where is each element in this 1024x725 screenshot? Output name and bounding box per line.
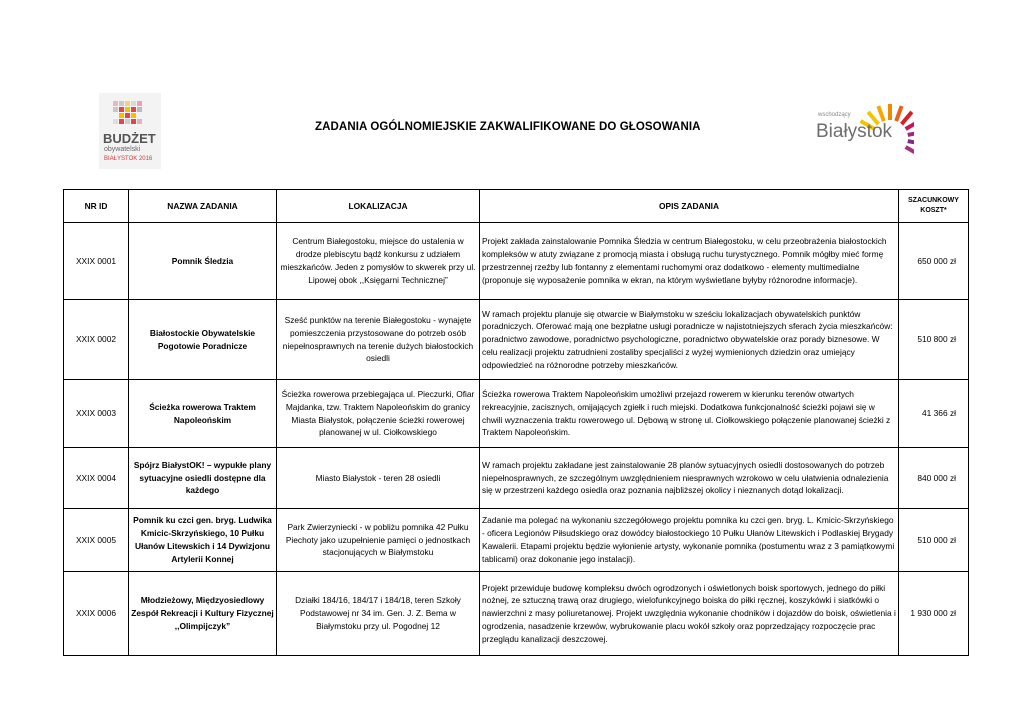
- row-name: Spójrz BiałystOK! – wypukłe plany sytuacyjne osiedli dostępne dla każdego: [129, 448, 277, 509]
- row-id: XXIX 0004: [64, 448, 129, 509]
- logo-bialystok-text: Białystok: [816, 121, 893, 142]
- row-name: Ścieżka rowerowa Traktem Napoleońskim: [129, 380, 277, 448]
- tasks-table: [63, 189, 969, 656]
- logo-pixel: [113, 119, 118, 124]
- row-id: XXIX 0005: [64, 509, 129, 572]
- row-name: Białostockie Obywatelskie Pogotowie Poradnicze: [129, 300, 277, 380]
- column-header-description: OPIS ZADANIA: [480, 190, 899, 223]
- logo-pixel: [131, 107, 136, 112]
- table-row: [64, 380, 969, 448]
- logo-wschodzacy-text: wschodzący: [818, 112, 851, 118]
- logo-pixel: [137, 101, 142, 106]
- logo-pixel: [113, 107, 118, 112]
- budzet-obywatelski-logo: [99, 93, 161, 169]
- row-description: Ścieżka rowerowa Traktem Napoleońskim umożliwi przejazd rowerem w kierunku terenów otwartych rekreacyjnie, zacisznych, omijających zgiełk i ruch miejski. Dodatkowa funkcjonalność ścieżki pojawi się w chwili wyznaczenia traktu rowerowego ul. Dębową w stronę ul. Ciołkowskiego połączenie planowanej ścieżki z Traktem Napoleońskim.: [480, 380, 899, 448]
- page-title: ZADANIA OGÓLNOMIEJSKIE ZAKWALIFIKOWANE DO GŁOSOWANIA: [315, 121, 701, 133]
- row-location: Centrum Białegostoku, miejsce do ustalenia w drodze plebiscytu bądź konkursu z udziałem mieszkańców. Jeden z pomysłów to skwerek przy ul. Lipowej obok ,,Księgarni Technicznej”: [277, 223, 480, 300]
- row-name: Pomnik ku czci gen. bryg. Ludwika Kmicic-Skrzyńskiego, 10 Pułku Ułanów Litewskich i 14 Dywizjonu Artylerii Konnej: [129, 509, 277, 572]
- row-description: W ramach projektu planuje się otwarcie w Białymstoku w sześciu lokalizacjach obywatelskich punktów poradniczych. Oferować mają one bezpłatne usługi poradnicze w najistotniejszych sferach życia mieszkańców: poradnictwo zawodowe, poradnictwo psychologiczne, poradnictwo obywatelskie oraz porady biznesowe. W celu realizacji projektu zatrudnieni zostaliby specjaliści z wyżej wymienionych dziedzin oraz umiejący odpowiedzieć na różnorodne potrzeby mieszkańców.: [480, 300, 899, 380]
- logo-pixel: [119, 107, 124, 112]
- row-id: XXIX 0006: [64, 572, 129, 656]
- wschodzacy-bialystok-logo: [814, 100, 914, 160]
- logo-pixel: [125, 119, 130, 124]
- column-header-nr-id: NR ID: [64, 190, 129, 223]
- row-location: Miasto Białystok - teren 28 osiedli: [277, 448, 480, 509]
- row-description: Zadanie ma polegać na wykonaniu szczegółowego projektu pomnika ku czci gen. bryg. L. Kmicic-Skrzyńskiego - oficera Legionów Piłsudskiego oraz dowódcy białostockiego 10 Pułku Ułanów Litewskich i Podlaskiej Brygady Kawalerii. Etapami projektu będzie wyłonienie artysty, wykonanie pomnika (postumentu wraz z 3 pamiątkowymi tablicami) oraz dokonanie jego instalacji).: [480, 509, 899, 572]
- logo-pixel: [125, 101, 130, 106]
- row-cost: 510 800 zł: [899, 300, 969, 380]
- logo-pixel: [137, 107, 142, 112]
- row-cost: 840 000 zł: [899, 448, 969, 509]
- logo-pixel: [125, 107, 130, 112]
- logo-pixel: [119, 113, 124, 118]
- row-location: Park Zwierzyniecki - w pobliżu pomnika 42 Pułku Piechoty jako uzupełnienie pamięci o jednostkach stacjonujących w Białymstoku: [277, 509, 480, 572]
- table-row: [64, 223, 969, 300]
- row-id: XXIX 0001: [64, 223, 129, 300]
- table-header-row: [64, 190, 969, 223]
- table-row: [64, 448, 969, 509]
- row-cost: 510 000 zł: [899, 509, 969, 572]
- row-cost: 41 366 zł: [899, 380, 969, 448]
- logo-pixel: [125, 113, 130, 118]
- logo-pixel: [113, 101, 118, 106]
- column-header-location: LOKALIZACJA: [277, 190, 480, 223]
- logo-pixel: [119, 101, 124, 106]
- table-row: [64, 509, 969, 572]
- column-header-name: NAZWA ZADANIA: [129, 190, 277, 223]
- row-description: W ramach projektu zakładane jest zainstalowanie 28 planów sytuacyjnych osiedli dostosowanych do potrzeb niepełnosprawnych, ze szczególnym uwzględnieniem niesprawnych wzrokowo w celu ułatwienia odnalezienia się w przestrzeni każdego osiedla oraz poznania najbliższej okolicy i nieznanych dotąd lokalizacji.: [480, 448, 899, 509]
- logo-budzet-text: BUDŻET: [103, 131, 156, 146]
- row-description: Projekt zakłada zainstalowanie Pomnika Śledzia w centrum Białegostoku, w celu przeobrażenia białostockich kompleksów w atuty związane z promocją miasta i obsługą ruchu turystycznego. Pomnik mógłby mieć formę przestrzennej rzeźby lub fontanny z elementami ruchomymi oraz dodatkowo - elementy multimedialne (proponuje się wyposażenie pomnika w ekran, na którym wyświetlane byłyby różnorodne informacje).: [480, 223, 899, 300]
- row-name: Pomnik Śledzia: [129, 223, 277, 300]
- logo-pixel: [119, 119, 124, 124]
- logo-year-text: BIAŁYSTOK 2016: [104, 156, 153, 162]
- row-location: Działki 184/16, 184/17 i 184/18, teren Szkoły Podstawowej nr 34 im. Gen. J. Z. Bema w Białymstoku przy ul. Pogodnej 12: [277, 572, 480, 656]
- table-row: [64, 300, 969, 380]
- row-description: Projekt przewiduje budowę kompleksu dwóch ogrodzonych i oświetlonych boisk sportowych, jednego do piłki nożnej, ze sztuczną trawą oraz drugiego, wielofunkcyjnego boiska do piłki ręcznej, koszykówki i siatkówki o nawierzchni z masy poliuretanowej. Projekt uwzględnia wykonanie chodników i dojazdów do boisk, oświetlenia i ogrodzenia, nasadzenie krzewów, wybrukowanie placu wokół szkoły oraz poprzedzający rozpoczęcie prac przeglądu kanalizacji deszczowej.: [480, 572, 899, 656]
- row-cost: 650 000 zł: [899, 223, 969, 300]
- row-id: XXIX 0003: [64, 380, 129, 448]
- logo-pixel: [131, 101, 136, 106]
- row-cost: 1 930 000 zł: [899, 572, 969, 656]
- table-row: [64, 572, 969, 656]
- logo-pixel: [131, 119, 136, 124]
- row-location: Ścieżka rowerowa przebiegająca ul. Pieczurki, Ofiar Majdanka, tzw. Traktem Napoleońskim do granicy Miasta Białystok, połączenie ścieżki rowerowej planowanej w ul. Ciołkowskiego: [277, 380, 480, 448]
- column-header-cost: SZACUNKOWY KOSZT*: [899, 190, 969, 223]
- logo-obywatelski-text: obywatelski: [104, 146, 141, 153]
- logo-pixel: [131, 113, 136, 118]
- row-location: Sześć punktów na terenie Białegostoku - wynajęte pomieszczenia przystosowane do potrzeb osób niepełnosprawnych na terenie dużych białostockich osiedli: [277, 300, 480, 380]
- row-id: XXIX 0002: [64, 300, 129, 380]
- logo-pixel: [137, 119, 142, 124]
- row-name: Młodzieżowy, Międzyosiedlowy Zespół Rekreacji i Kultury Fizycznej ,,Olimpijczyk”: [129, 572, 277, 656]
